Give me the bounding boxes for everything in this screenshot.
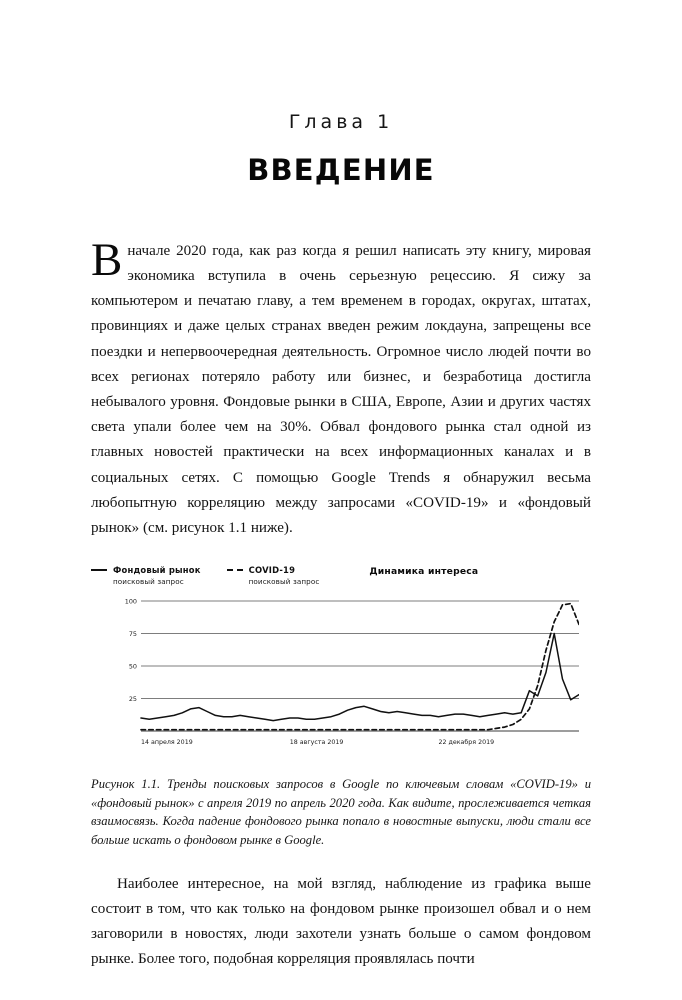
legend-sublabel-covid: поисковый запрос	[248, 577, 320, 587]
legend-top-covid	[227, 565, 320, 575]
legend-label-covid: COVID-19	[248, 565, 296, 576]
body-text-block	[91, 187, 591, 541]
page-title: ВВЕДЕНИЕ	[247, 152, 435, 187]
chapter-header	[0, 0, 682, 187]
series-line-1	[141, 634, 579, 721]
y-tick-label: 25	[128, 695, 137, 704]
legend-label-stock-market: Фондовый рынок	[113, 565, 201, 576]
solid-line-swatch-icon	[91, 569, 107, 571]
paragraph-two: Наиболее интересное, на мой взгляд, наблюдение из графика выше состоит в том, что как только на фондовом рынке произошел обвал и о нем заговорили в новостях, люди захотели узнать больше о самом фондовом рынке. Более того, подобная корреляция проявлялась почти	[91, 875, 591, 968]
chapter-label: Глава 1	[288, 111, 394, 133]
x-tick-label: 18 августа 2019	[289, 739, 344, 747]
chart-x-axis	[119, 735, 579, 757]
chart-legend	[91, 565, 591, 595]
dashed-line-swatch-icon	[227, 569, 243, 571]
body-text-block-two	[91, 872, 591, 973]
paragraph-one	[91, 233, 591, 541]
figure-1-1	[91, 565, 591, 765]
drop-cap: В	[91, 233, 123, 286]
y-tick-label: 75	[128, 630, 137, 639]
y-tick-label: 100	[124, 597, 137, 606]
x-tick-label: 22 декабря 2019	[438, 739, 495, 747]
trends-line-chart	[119, 595, 579, 735]
y-tick-label: 50	[128, 662, 137, 671]
legend-sublabel-stock-market: поисковый запрос	[113, 577, 184, 587]
figure-caption: Рисунок 1.1. Тренды поисковых запросов в Google по ключевым словам «COVID-19» и «фондовый рынок» с апреля 2019 по апрель 2020 года. Как видите, прослеживается четкая взаимосвязь. Когда падение фондового рынка попало в новостные выпуски, люди стали все больше искать о фондовом рынке в Google.	[91, 777, 591, 847]
legend-item-covid	[227, 565, 320, 586]
chart-title: Динамика интереса	[369, 566, 479, 578]
x-tick-label: 14 апреля 2019	[141, 739, 193, 747]
chart-plot-area	[119, 595, 579, 765]
legend-item-stock-market	[91, 565, 201, 586]
paragraph-one-text: начале 2020 года, как раз когда я решил написать эту книгу, мировая экономика вступила в очень серьезную рецессию. Я сижу за компьютером и печатаю главу, а тем временем в городах, округах, штатах, провинциях и даже целых странах введен режим локдауна, запрещены все поездки и непервоочередная деятельность. Огромное число людей почти во всех регионах потеряло работу или бизнес, и безработица достигла небывалого уровня. Фондовые рынки в США, Европе, Азии и других частях света упали более чем на 30%. Обвал фондового рынка стал одной из главных новостей практически на всех информационных каналах и в социальных сетях. С помощью Google Trends я обнаружил весьма любопытную корреляцию между запросами «COVID-19» и «фондовый рынок» (см. рисунок 1.1 ниже).	[91, 242, 591, 537]
legend-top-stock-market	[91, 565, 201, 575]
